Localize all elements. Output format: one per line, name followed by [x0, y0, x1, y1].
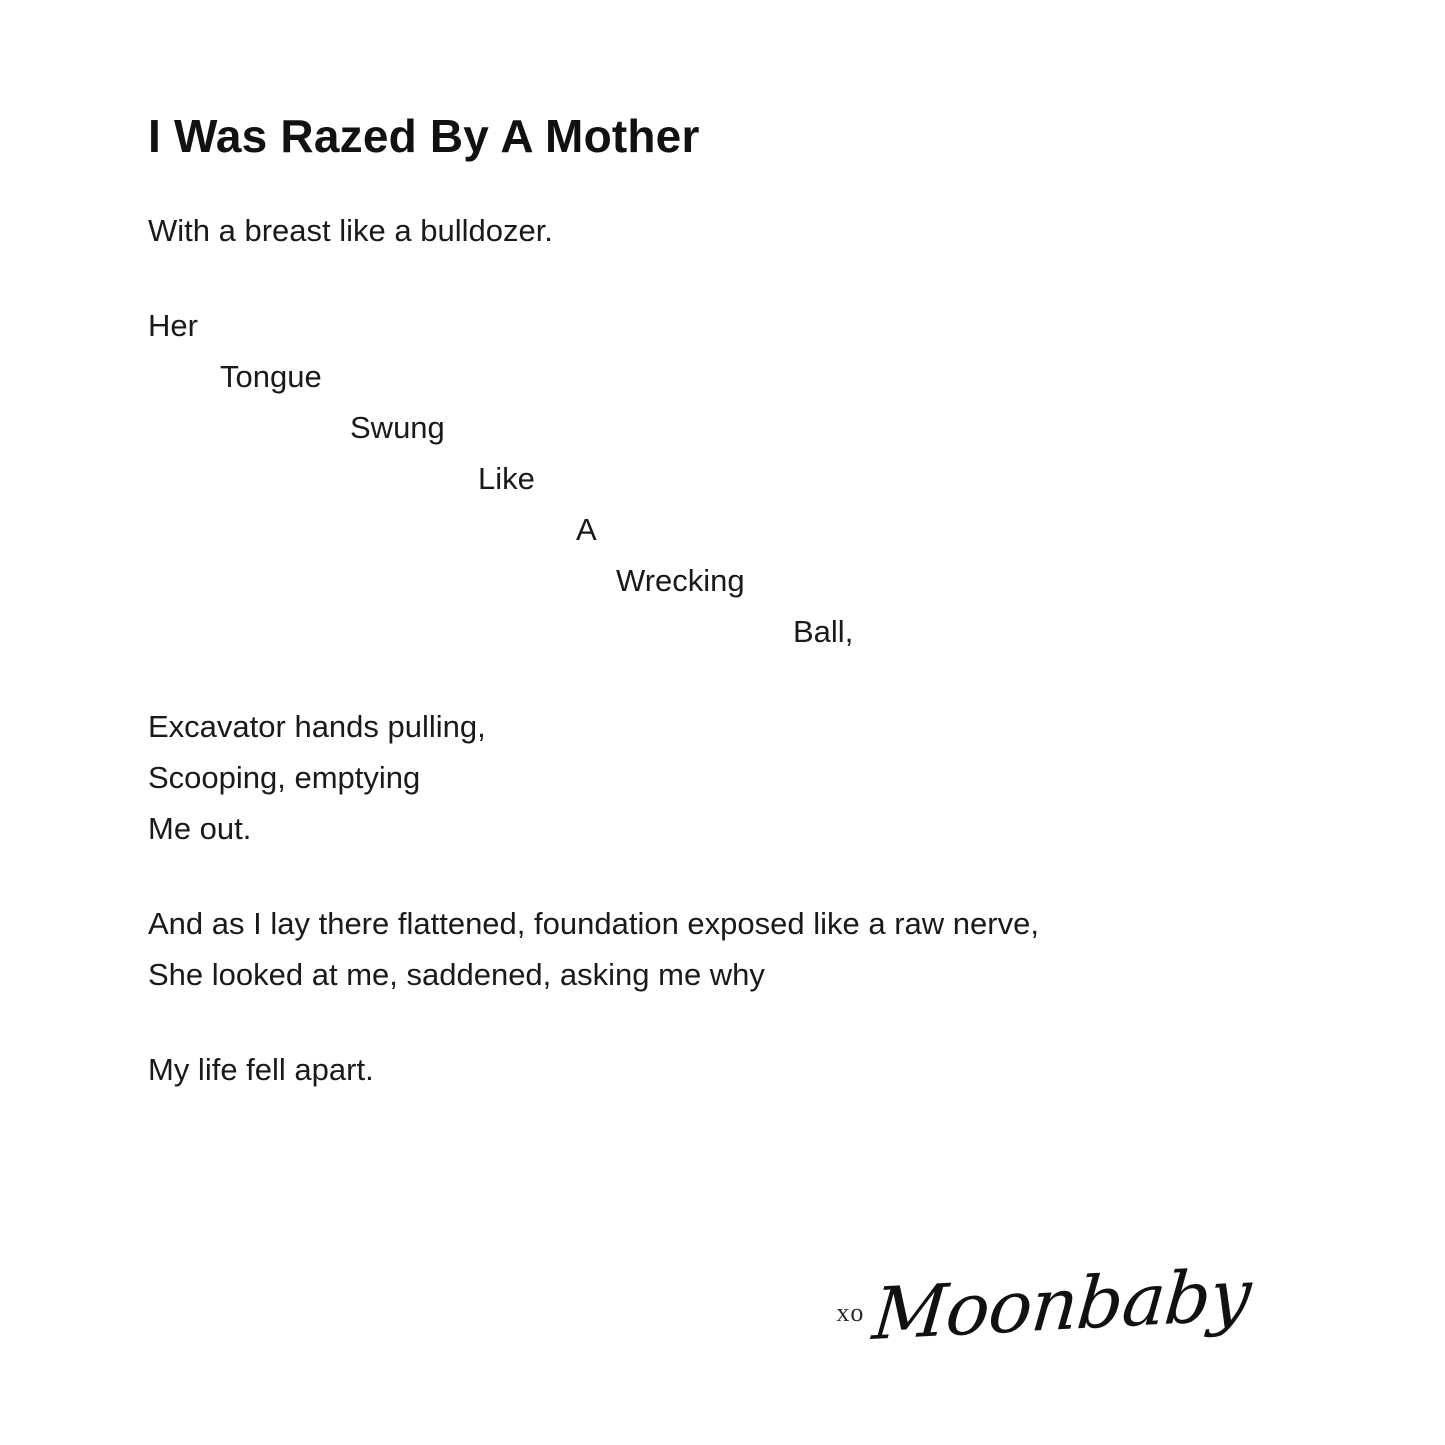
poem-line: With a breast like a bulldozer. [148, 213, 553, 248]
poem-body [148, 205, 1308, 1095]
stanza-flattened [148, 898, 1308, 1000]
poem-line: Scooping, emptying [148, 760, 421, 795]
poem-line: Swung [350, 410, 445, 445]
signature-name: Moonbaby [869, 1252, 1255, 1356]
poem-line: Me out. [148, 811, 252, 846]
poem-line: Tongue [220, 359, 322, 394]
page-title: I Was Razed By A Mother [148, 109, 700, 162]
poem-line: Excavator hands pulling, [148, 709, 486, 744]
stanza-opening [148, 205, 1308, 256]
stanza-staircase [148, 300, 1308, 657]
poem-line: Like [478, 461, 535, 496]
signature-prefix: xo [836, 1298, 865, 1327]
poem-line: And as I lay there flattened, foundation exposed like a raw nerve, [148, 906, 1039, 941]
poem-line: A [576, 512, 597, 547]
poem-line: My life fell apart. [148, 1052, 374, 1087]
stanza-excavator [148, 701, 1308, 854]
stanza-closing [148, 1044, 1308, 1095]
signature [836, 1252, 1255, 1356]
poem-line: She looked at me, saddened, asking me why [148, 957, 765, 992]
poem-line: Ball, [793, 614, 854, 649]
poem-line: Wrecking [616, 563, 745, 598]
poem-line: Her [148, 308, 198, 343]
